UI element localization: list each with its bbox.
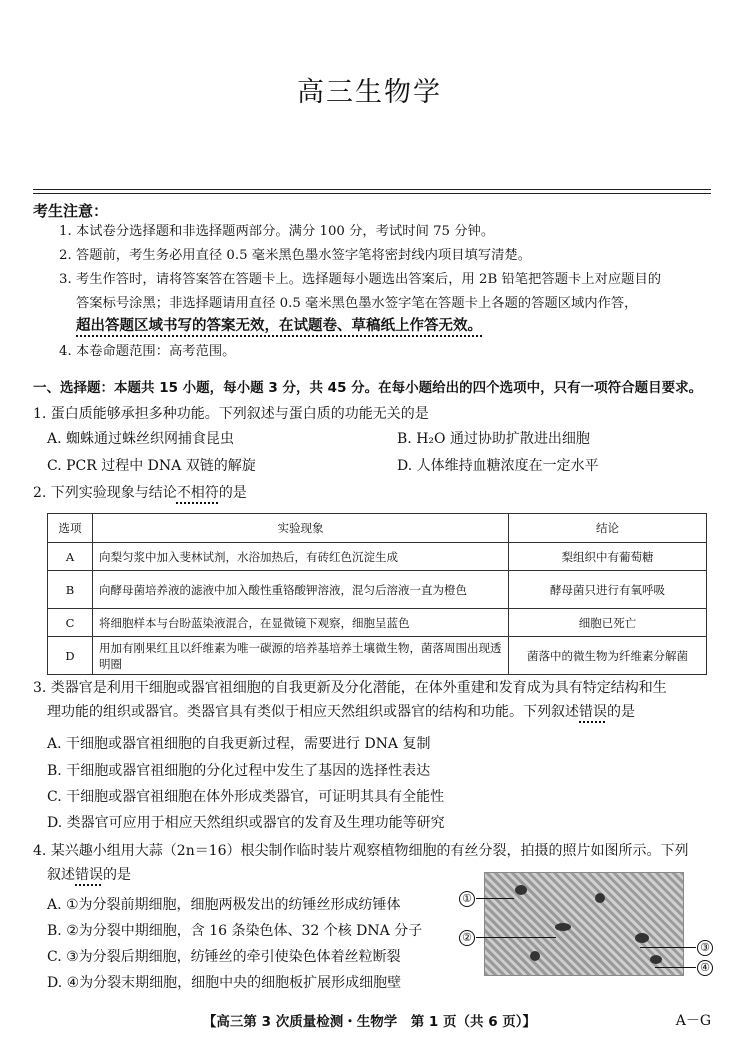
q4-stem-post: 的是 xyxy=(103,867,131,883)
table-row xyxy=(48,637,707,675)
q3-stem-line1: 3. 类器官是利用干细胞或器官祖细胞的自我更新及分化潜能，在体外重建和发育成为具有特定结构和生 xyxy=(33,680,667,696)
q2-stem xyxy=(33,482,247,502)
q2-stem-post: 的是 xyxy=(218,485,247,501)
q3-stem-post: 的是 xyxy=(607,704,635,720)
table-header-phenomenon: 实验现象 xyxy=(93,514,509,543)
exam-title: 高三生物学 xyxy=(297,77,442,108)
q1-option-b: B. H₂O 通过协助扩散进出细胞 xyxy=(397,431,590,447)
notice-heading: 考生注意： xyxy=(33,202,109,220)
table-row xyxy=(48,571,707,609)
leader-line-3 xyxy=(640,947,696,948)
q4-option-d: D. ④为分裂末期细胞，细胞中央的细胞板扩展形成细胞壁 xyxy=(47,975,402,991)
cell-interphase xyxy=(530,951,540,961)
q4-stem-pre: 叙述 xyxy=(47,867,75,883)
leader-line-4 xyxy=(655,967,696,968)
q2-stem-emphasis: 不相符 xyxy=(176,485,219,501)
table-row xyxy=(48,609,707,637)
row-phenomenon: 将细胞样本与台盼蓝染液混合，在显微镜下观察，细胞呈蓝色 xyxy=(93,609,509,637)
cell-prophase xyxy=(515,885,527,895)
q3-option-b: B. 干细胞或器官祖细胞的分化过程中发生了基因的选择性表达 xyxy=(47,763,431,779)
label-4: ④ xyxy=(697,960,713,976)
notice-item-2: 2. 答题前，考生务必用直径 0.5 毫米黑色墨水签字笔将密封线内项目填写清楚。 xyxy=(59,248,532,263)
section-heading: 一、选择题：本题共 15 小题，每小题 3 分，共 45 分。在每小题给出的四个选项中，只有一项符合题目要求。 xyxy=(33,380,703,396)
q3-stem-pre: 理功能的组织或器官。类器官具有类似于相应天然组织或器官的结构和功能。下列叙述 xyxy=(47,704,579,720)
page-footer: 【高三第 3 次质量检测・生物学 第 1 页（共 6 页）】 xyxy=(202,1014,537,1030)
table-row xyxy=(48,543,707,571)
q1-option-c: C. PCR 过程中 DNA 双链的解旋 xyxy=(47,458,256,474)
q1-stem: 1. 蛋白质能够承担多种功能。下列叙述与蛋白质的功能无关的是 xyxy=(33,406,429,422)
cell-anaphase xyxy=(635,933,649,943)
q1-option-d: D. 人体维持血糖浓度在一定水平 xyxy=(397,458,599,474)
q3-option-a: A. 干细胞或器官祖细胞的自我更新过程，需要进行 DNA 复制 xyxy=(47,736,431,752)
cell-metaphase xyxy=(555,923,571,931)
row-option: B xyxy=(48,571,93,609)
leader-line-1 xyxy=(476,898,514,899)
row-option: D xyxy=(48,637,93,675)
q4-stem-emphasis: 错误 xyxy=(75,867,103,883)
q4-option-b: B. ②为分裂中期细胞，含 16 条染色体、32 个核 DNA 分子 xyxy=(47,923,423,939)
row-phenomenon: 用加有刚果红且以纤维素为唯一碳源的培养基培养土壤微生物，菌落周围出现透明圈 xyxy=(93,637,509,675)
row-conclusion: 细胞已死亡 xyxy=(509,609,707,637)
q2-table xyxy=(47,513,707,675)
table-header-row xyxy=(48,514,707,543)
q4-option-c: C. ③为分裂后期细胞，纺锤丝的牵引使染色体着丝粒断裂 xyxy=(47,949,401,965)
label-2: ② xyxy=(459,930,475,946)
q4-stem-line1: 4. 某兴趣小组用大蒜（2n＝16）根尖制作临时装片观察植物细胞的有丝分裂，拍摄的照片如图所示。下列 xyxy=(33,843,689,859)
q2-stem-pre: 2. 下列实验现象与结论 xyxy=(33,485,177,501)
notice-item-3-cont: 答案标号涂黑；非选择题请用直径 0.5 毫米黑色墨水签字笔在答题卡上各题的答题区域内作答， xyxy=(76,296,638,311)
row-phenomenon: 向酵母菌培养液的滤液中加入酸性重铬酸钾溶液，混匀后溶液一直为橙色 xyxy=(93,571,509,609)
q4-option-a: A. ①为分裂前期细胞，细胞两极发出的纺锤丝形成纺锤体 xyxy=(47,897,401,913)
mitosis-micrograph xyxy=(484,872,684,976)
q3-stem-line2 xyxy=(47,701,635,721)
row-conclusion: 梨组织中有葡萄糖 xyxy=(509,543,707,571)
row-option: A xyxy=(48,543,93,571)
row-conclusion: 酵母菌只进行有氧呼吸 xyxy=(509,571,707,609)
notice-item-3: 3. 考生作答时，请将答案答在答题卡上。选择题每小题选出答案后，用 2B 铅笔把答题卡上对应题目的 xyxy=(59,272,662,287)
row-option: C xyxy=(48,609,93,637)
q3-stem-emphasis: 错误 xyxy=(579,704,607,720)
table-header-conclusion: 结论 xyxy=(509,514,707,543)
notice-item-1: 1. 本试卷分选择题和非选择题两部分。满分 100 分，考试时间 75 分钟。 xyxy=(59,224,495,239)
q1-option-a: A. 蜘蛛通过蛛丝织网捕食昆虫 xyxy=(47,431,235,447)
q4-stem-line2 xyxy=(47,864,131,884)
notice-item-3-emphasis: 超出答题区域书写的答案无效，在试题卷、草稿纸上作答无效。 xyxy=(76,318,482,334)
q3-option-c: C. 干细胞或器官祖细胞在体外形成类器官，可证明其具有全能性 xyxy=(47,789,445,805)
divider-thick xyxy=(33,189,711,190)
cell-telophase xyxy=(650,955,662,964)
row-conclusion: 菌落中的微生物为纤维素分解菌 xyxy=(509,637,707,675)
divider-thin xyxy=(33,193,711,194)
table-header-option: 选项 xyxy=(48,514,93,543)
row-phenomenon: 向梨匀浆中加入斐林试剂，水浴加热后，有砖红色沉淀生成 xyxy=(93,543,509,571)
label-1: ① xyxy=(459,891,475,907)
cell-interphase xyxy=(595,893,605,903)
label-3: ③ xyxy=(697,940,713,956)
paper-code: A－G xyxy=(675,1013,711,1029)
leader-line-2 xyxy=(476,937,556,938)
notice-item-4: 4. 本卷命题范围：高考范围。 xyxy=(59,344,236,359)
q3-option-d: D. 类器官可应用于相应天然组织或器官的发育及生理功能等研究 xyxy=(47,815,445,831)
